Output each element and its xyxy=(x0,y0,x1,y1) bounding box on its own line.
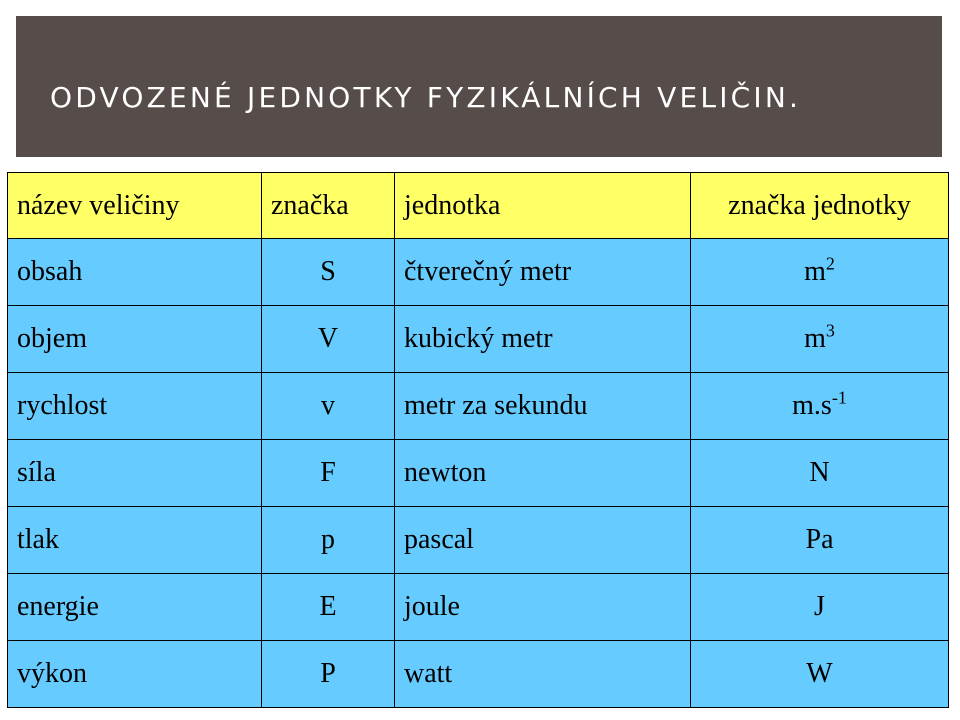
table-row xyxy=(8,373,949,440)
unit-name-cell: pascal xyxy=(395,507,691,574)
unit-symbol: W xyxy=(806,658,833,689)
quantity-symbol-cell: v xyxy=(262,373,395,440)
quantity-symbol-cell: E xyxy=(262,574,395,641)
title-bar xyxy=(16,16,942,157)
table-row xyxy=(8,507,949,574)
quantity-name-cell: výkon xyxy=(8,641,262,708)
page-title: ODVOZENÉ JEDNOTKY FYZIKÁLNÍCH VELIČIN. xyxy=(50,81,802,114)
unit-name-cell: kubický metr xyxy=(395,306,691,373)
table-row xyxy=(8,239,949,306)
unit-name-cell: joule xyxy=(395,574,691,641)
units-table xyxy=(7,172,949,708)
unit-symbol-cell xyxy=(691,373,949,440)
table-row xyxy=(8,440,949,507)
unit-name-cell: metr za sekundu xyxy=(395,373,691,440)
unit-symbol-cell xyxy=(691,440,949,507)
unit-symbol-cell xyxy=(691,641,949,708)
unit-name-cell: newton xyxy=(395,440,691,507)
quantity-symbol-cell: P xyxy=(262,641,395,708)
unit-symbol-cell xyxy=(691,306,949,373)
quantity-name-cell: energie xyxy=(8,574,262,641)
table-row xyxy=(8,641,949,708)
header-cell-unit-symbol: značka jednotky xyxy=(691,173,949,239)
unit-exponent: 3 xyxy=(825,320,835,341)
unit-symbol: N xyxy=(809,457,830,488)
header-cell-quantity-name: název veličiny xyxy=(8,173,262,239)
unit-symbol: m xyxy=(804,323,826,354)
unit-exponent: -1 xyxy=(831,387,847,408)
unit-exponent: 2 xyxy=(825,253,835,274)
table-header-row xyxy=(8,173,949,239)
quantity-name-cell: objem xyxy=(8,306,262,373)
quantity-name-cell: tlak xyxy=(8,507,262,574)
unit-symbol: m.s xyxy=(792,390,832,421)
unit-symbol-cell xyxy=(691,507,949,574)
unit-symbol: Pa xyxy=(805,524,834,555)
quantity-name-cell: síla xyxy=(8,440,262,507)
quantity-symbol-cell: S xyxy=(262,239,395,306)
unit-name-cell: watt xyxy=(395,641,691,708)
quantity-symbol-cell: p xyxy=(262,507,395,574)
header-cell-symbol: značka xyxy=(262,173,395,239)
unit-symbol-cell xyxy=(691,239,949,306)
quantity-name-cell: obsah xyxy=(8,239,262,306)
table-row xyxy=(8,574,949,641)
table-row xyxy=(8,306,949,373)
unit-symbol: J xyxy=(814,591,825,622)
unit-name-cell: čtverečný metr xyxy=(395,239,691,306)
quantity-name-cell: rychlost xyxy=(8,373,262,440)
header-cell-unit: jednotka xyxy=(395,173,691,239)
unit-symbol-cell xyxy=(691,574,949,641)
unit-symbol: m xyxy=(804,256,826,287)
quantity-symbol-cell: F xyxy=(262,440,395,507)
quantity-symbol-cell: V xyxy=(262,306,395,373)
